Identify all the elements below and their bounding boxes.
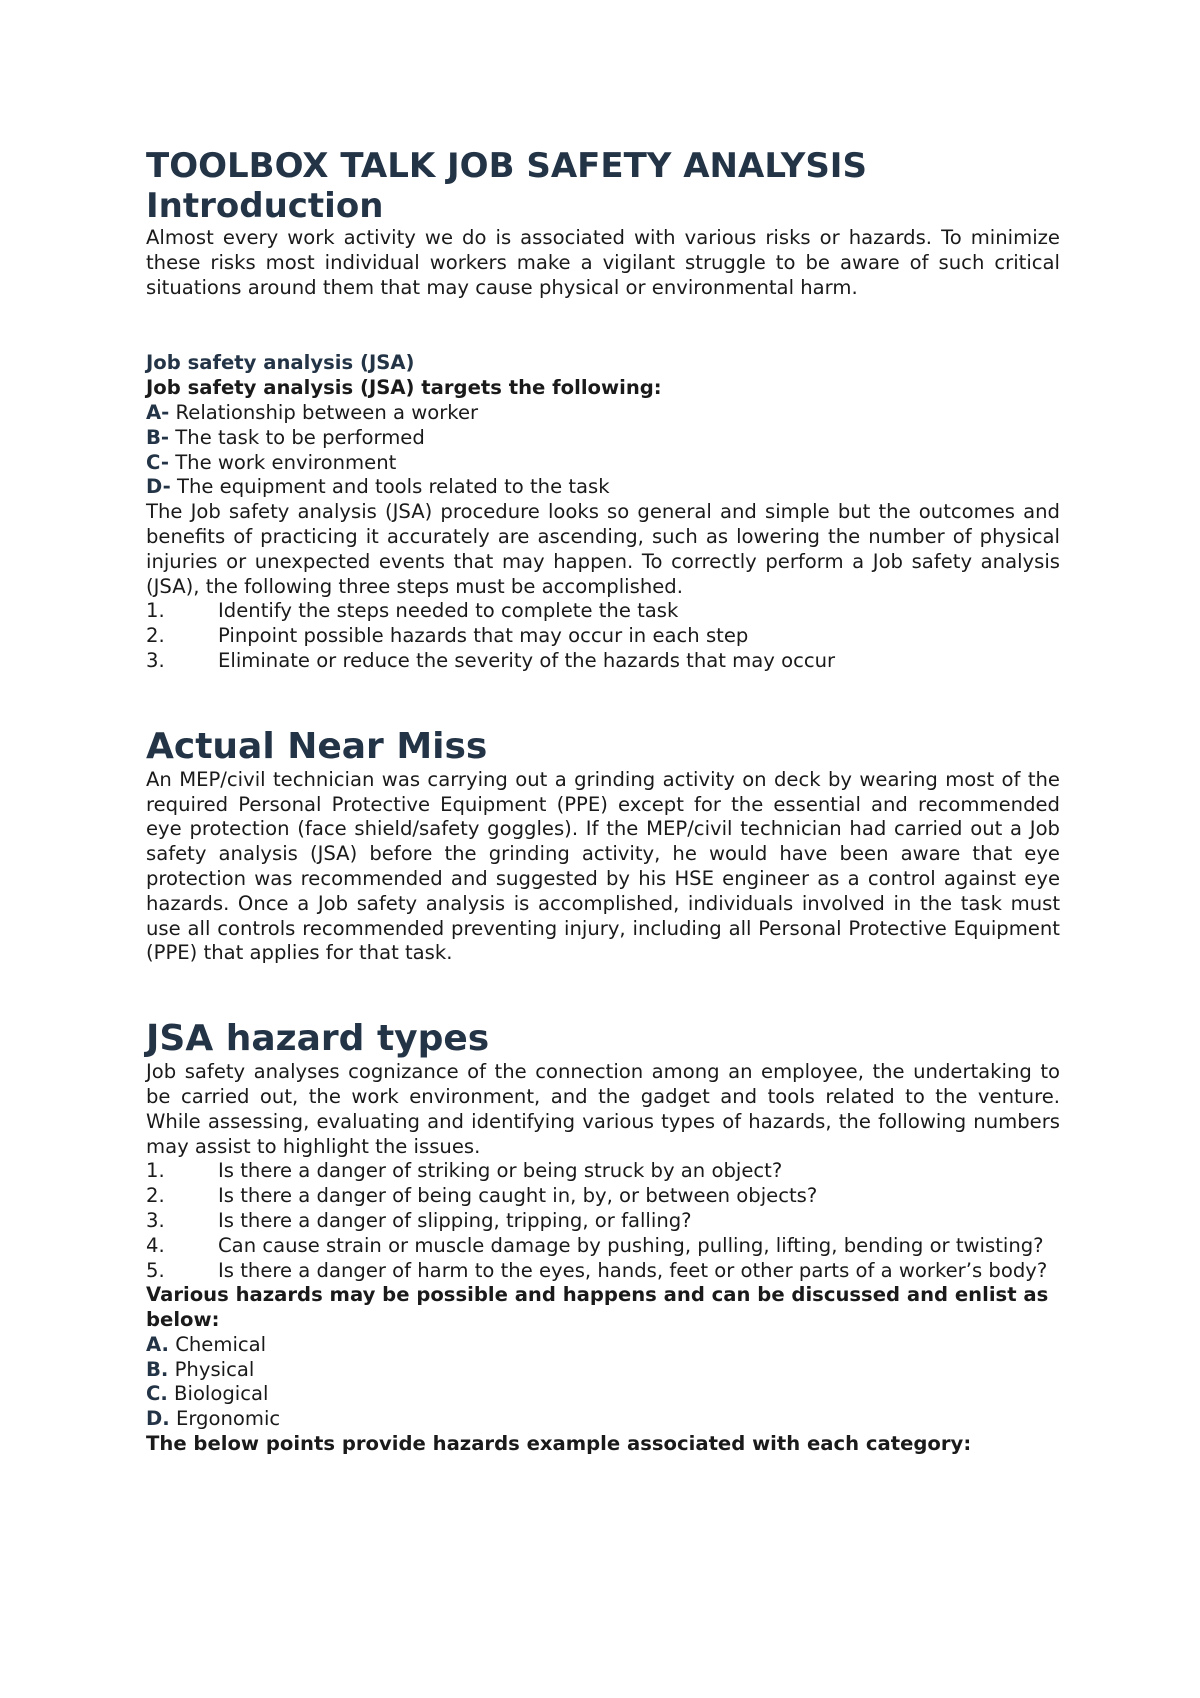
list-text: Ergonomic [169, 1407, 281, 1431]
list-text: Is there a danger of striking or being struck by an object? [218, 1159, 783, 1183]
list-text: Pinpoint possible hazards that may occur in each step [218, 624, 749, 648]
document-page [146, 146, 1060, 1457]
list-number: 2. [146, 624, 165, 648]
list-text: Biological [167, 1382, 269, 1406]
closing-line: The below points provide hazards example associated with each category: [146, 1432, 972, 1456]
list-letter: C. [146, 1382, 168, 1406]
list-letter: A- [146, 400, 170, 424]
list-item [146, 1333, 1060, 1358]
list-text: Chemical [168, 1332, 267, 1356]
list-text: The work environment [168, 450, 397, 474]
list-number: 2. [146, 1184, 165, 1208]
list-letter: D- [146, 475, 171, 499]
near-miss-paragraph: An MEP/civil technician was carrying out a grinding activity on deck by wearing most of the required Personal Protective Equipment (PPE) except for the essential and recommended eye protection (face shield/safety goggles). If the MEP/civil technician had carried out a Job safety analysis (JSA) before the grinding activity, he would have been aware that eye protection was recommended and suggested by his HSE engineer as a control against eye hazards. Once a Job safety analysis is accomplished, individuals involved in the task must use all controls recommended preventing injury, including all Personal Protective Equipment (PPE) that applies for that task. [146, 767, 1060, 965]
hazard-types-paragraph: Job safety analyses cognizance of the connection among an employee, the undertaking to be carried out, the work environment, and the gadget and tools related to the venture. While assessing, evaluating and identifying various types of hazards, the following numbers may assist to highlight the issues. [146, 1060, 1060, 1158]
list-text: Is there a danger of being caught in, by, or between objects? [218, 1184, 818, 1208]
intro-paragraph: Almost every work activity we do is associated with various risks or hazards. To minimize these risks most individual workers make a vigilant struggle to be aware of such critical situations around them that may cause physical or environmental harm. [146, 226, 1060, 299]
list-item [146, 1382, 1060, 1407]
list-number: 3. [146, 648, 165, 672]
list-text: Physical [168, 1357, 255, 1381]
list-letter: B- [146, 425, 170, 449]
list-item [146, 401, 1060, 426]
hazard-types-heading: JSA hazard types [146, 1018, 490, 1060]
list-number: 1. [146, 599, 165, 623]
near-miss-heading: Actual Near Miss [146, 725, 488, 767]
list-number: 3. [146, 1208, 165, 1232]
list-item [146, 1259, 1060, 1284]
list-item [146, 451, 1060, 476]
list-letter: C- [146, 450, 169, 474]
list-text: Relationship between a worker [169, 400, 479, 424]
list-item [146, 1407, 1060, 1432]
list-letter: B. [146, 1357, 169, 1381]
jsa-procedure-paragraph: The Job safety analysis (JSA) procedure looks so general and simple but the outcomes and benefits of practicing it accurately are ascending, such as lowering the number of physical injuries or unexpected events that may happen. To correctly perform a Job safety analysis (JSA), the following three steps must be accomplished. [146, 500, 1060, 598]
list-letter: D. [146, 1407, 170, 1431]
list-number: 5. [146, 1258, 165, 1282]
jsa-targets-heading: Job safety analysis (JSA) targets the following: [146, 376, 662, 400]
list-text: Can cause strain or muscle damage by pushing, pulling, lifting, bending or twisting? [218, 1233, 1044, 1257]
document-title: TOOLBOX TALK JOB SAFETY ANALYSIS [146, 146, 867, 186]
list-text: The task to be performed [169, 425, 425, 449]
list-letter: A. [146, 1332, 169, 1356]
list-number: 1. [146, 1159, 165, 1183]
list-item [146, 599, 1060, 624]
list-item [146, 1358, 1060, 1383]
list-text: Is there a danger of slipping, tripping, or falling? [218, 1208, 692, 1232]
list-text: The equipment and tools related to the task [170, 475, 610, 499]
list-text: Is there a danger of harm to the eyes, hands, feet or other parts of a worker’s body? [218, 1258, 1048, 1282]
intro-heading: Introduction [146, 186, 384, 226]
list-text: Eliminate or reduce the severity of the hazards that may occur [218, 648, 836, 672]
list-number: 4. [146, 1233, 165, 1257]
list-item [146, 1234, 1060, 1259]
list-item [146, 1159, 1060, 1184]
various-hazards-heading: Various hazards may be possible and happens and can be discussed and enlist as below: [146, 1283, 1049, 1332]
list-item [146, 1184, 1060, 1209]
list-item [146, 649, 1060, 674]
list-item [146, 426, 1060, 451]
list-item [146, 475, 1060, 500]
jsa-heading: Job safety analysis (JSA) [146, 351, 415, 375]
list-item [146, 1209, 1060, 1234]
list-item [146, 624, 1060, 649]
list-text: Identify the steps needed to complete the task [218, 599, 679, 623]
